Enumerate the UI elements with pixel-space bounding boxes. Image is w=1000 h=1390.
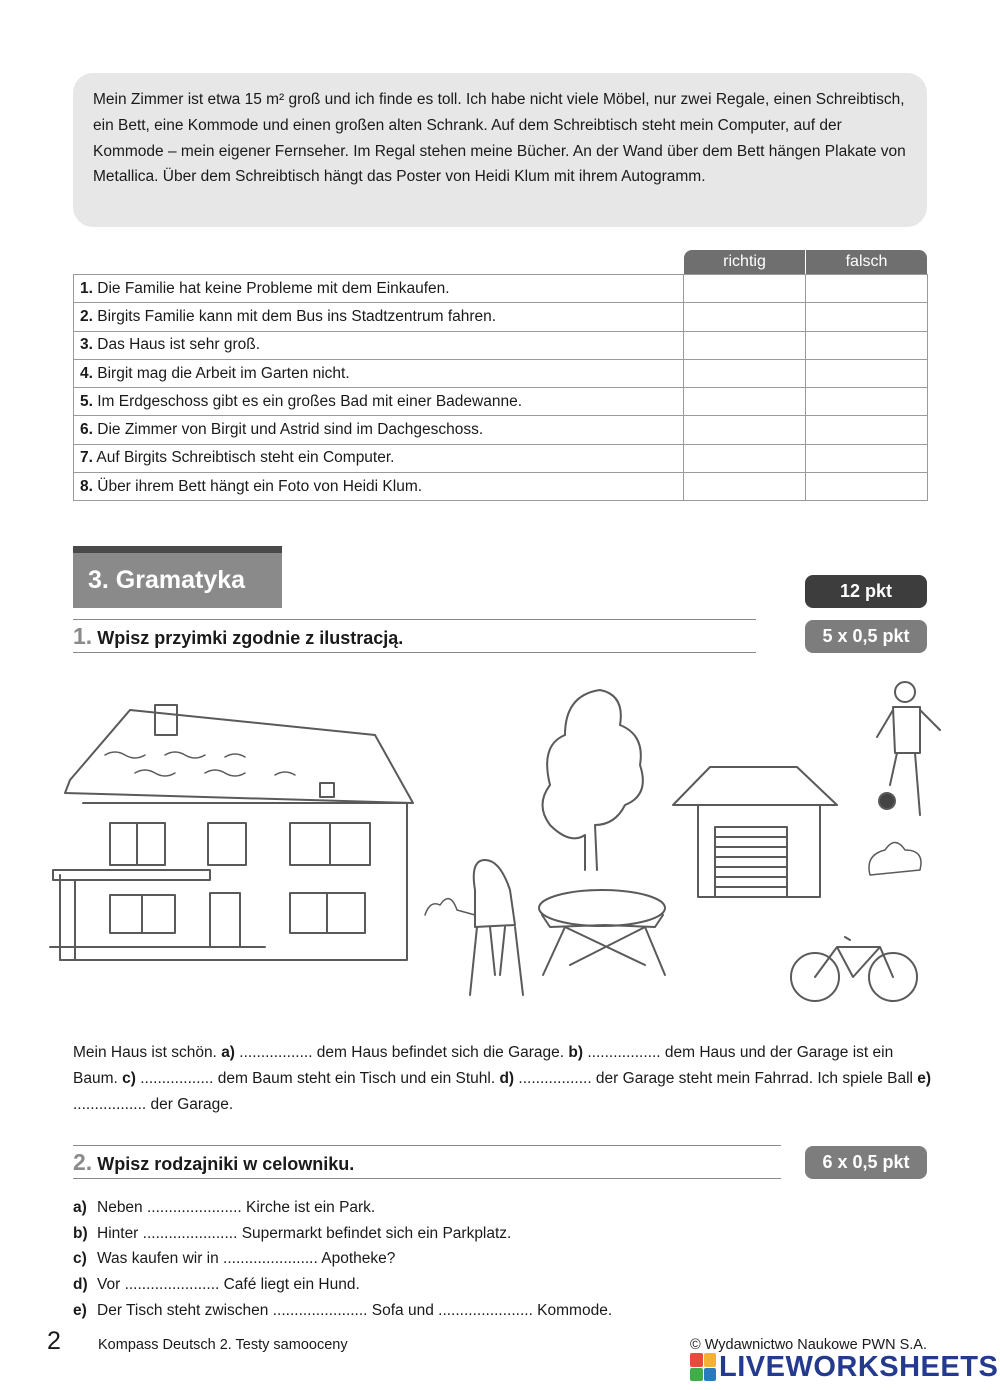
tf-richtig-box[interactable] [684, 359, 806, 387]
tf-richtig-box[interactable] [684, 473, 806, 501]
gap-text-segment: ................. der Garage. [73, 1096, 234, 1113]
tf-text: Birgit mag die Arbeit im Garten nicht. [97, 364, 350, 382]
book-title: Kompass Deutsch 2. Testy samooceny [98, 1337, 348, 1353]
tf-row [74, 444, 928, 472]
tf-richtig-box[interactable] [684, 303, 806, 331]
tf-number: 7. [80, 449, 93, 467]
task2-item [73, 1246, 612, 1272]
tf-falsch-box[interactable] [806, 444, 928, 472]
tf-falsch-box[interactable] [806, 473, 928, 501]
page-number: 2 [47, 1327, 61, 1355]
gap-text-segment: ................. dem Haus und der Garage ist ein Baum. [73, 1044, 894, 1087]
task2-number: 2. [73, 1149, 93, 1175]
task2-item-text: Der Tisch steht zwischen ...................... Sofa und ...................... Kommode. [97, 1301, 613, 1319]
tf-number: 5. [80, 392, 93, 410]
tf-falsch-box[interactable] [806, 388, 928, 416]
task2-list [73, 1195, 612, 1323]
task2-item [73, 1221, 612, 1247]
task1-gap-text [73, 1040, 933, 1118]
task2-item-label: e) [73, 1301, 87, 1319]
tf-falsch-box[interactable] [806, 303, 928, 331]
tf-text: Die Zimmer von Birgit und Astrid sind im Dachgeschoss. [97, 421, 484, 439]
task2-item-text: Neben ...................... Kirche ist ein Park. [97, 1199, 376, 1216]
table-drawing [539, 890, 665, 975]
task2-heading [73, 1145, 781, 1179]
header-richtig: richtig [684, 250, 805, 274]
logo-square [690, 1368, 703, 1382]
tf-text: Die Familie hat keine Probleme mit dem Einkaufen. [97, 279, 450, 297]
tf-statement [74, 331, 684, 359]
section-bar [73, 546, 282, 553]
gap-label: b) [568, 1044, 584, 1061]
scene-illustration [45, 675, 955, 1015]
copyright: © Wydawnictwo Naukowe PWN S.A. [690, 1337, 927, 1353]
tf-richtig-box[interactable] [684, 444, 806, 472]
tf-number: 3. [80, 336, 93, 354]
logo-square [690, 1353, 703, 1367]
section-points-badge: 12 pkt [805, 575, 927, 608]
task2-item-label: a) [73, 1199, 87, 1216]
tf-statement [74, 359, 684, 387]
task2-item-label: c) [73, 1250, 87, 1268]
tf-row [74, 416, 928, 444]
task2-item [73, 1195, 612, 1221]
gap-label: c) [122, 1070, 136, 1087]
tf-statement [74, 444, 684, 472]
tf-text: Birgits Familie kann mit dem Bus ins Stadtzentrum fahren. [97, 307, 497, 325]
tf-number: 6. [80, 421, 93, 439]
logo-square [704, 1353, 717, 1367]
tf-text: Das Haus ist sehr groß. [97, 336, 261, 354]
liveworksheets-logo [690, 1350, 998, 1384]
logo-square [704, 1368, 717, 1382]
garage-drawing [673, 767, 837, 897]
task2-points-badge: 6 x 0,5 pkt [805, 1146, 927, 1179]
gap-text-segment: ................. dem Haus befindet sich die Garage. [234, 1044, 569, 1061]
tf-statement [74, 473, 684, 501]
tf-richtig-box[interactable] [684, 388, 806, 416]
tf-statement [74, 388, 684, 416]
house-drawing [50, 705, 413, 960]
task1-number: 1. [73, 623, 93, 649]
task2-item-label: b) [73, 1224, 88, 1242]
tf-statement [74, 303, 684, 331]
tf-row [74, 331, 928, 359]
tf-falsch-box[interactable] [806, 275, 928, 303]
tf-text: Über ihrem Bett hängt ein Foto von Heidi Klum. [97, 477, 423, 495]
tf-falsch-box[interactable] [806, 416, 928, 444]
tf-row [74, 473, 928, 501]
liveworksheets-icon [690, 1353, 716, 1381]
task2-item-label: d) [73, 1276, 88, 1294]
tf-row [74, 303, 928, 331]
tf-richtig-box[interactable] [684, 331, 806, 359]
chair-drawing [470, 860, 523, 995]
tf-statement [74, 416, 684, 444]
task2-item-text: Vor ...................... Café liegt ein Hund. [97, 1276, 360, 1294]
tf-text: Im Erdgeschoss gibt es ein großes Bad mit einer Badewanne. [97, 392, 523, 410]
tf-row [74, 388, 928, 416]
section-title: 3. Gramatyka [73, 553, 282, 608]
tf-text: Auf Birgits Schreibtisch steht ein Computer. [96, 449, 395, 467]
header-falsch: falsch [806, 250, 927, 274]
gap-label: e) [917, 1070, 932, 1087]
reading-text-box: Mein Zimmer ist etwa 15 m² groß und ich finde es toll. Ich habe nicht viele Möbel, nur zwei Regale, einen Schreibtisch, ein Bett, eine Kommode und einen großen alten Schrank. Auf dem Schreibtisch steht mein Computer, auf der Kommode – mein eigener Fernseher. Im Regal stehen meine Bücher. An der Wand über dem Bett hängen Plakate von Metallica. Über dem Schreibtisch hängt das Poster von Heidi Klum mit ihrem Autogramm. [73, 73, 927, 227]
task1-heading [73, 619, 756, 653]
gap-text-segment: ................. der Garage steht mein Fahrrad. Ich spiele Ball [514, 1070, 918, 1087]
tf-number: 1. [80, 279, 93, 297]
tree-drawing [543, 690, 643, 870]
bicycle-drawing [791, 937, 917, 1001]
tf-number: 2. [80, 307, 93, 325]
gap-label: a) [221, 1044, 235, 1061]
task2-title: Wpisz rodzajniki w celowniku. [97, 1154, 355, 1174]
tf-falsch-box[interactable] [806, 331, 928, 359]
task2-item-text: Was kaufen wir in ...................... Apotheke? [97, 1250, 396, 1268]
gap-label: d) [499, 1070, 515, 1087]
tf-richtig-box[interactable] [684, 416, 806, 444]
tf-number: 4. [80, 364, 93, 382]
tf-number: 8. [80, 477, 93, 495]
tf-richtig-box[interactable] [684, 275, 806, 303]
task1-points-badge: 5 x 0,5 pkt [805, 620, 927, 653]
task2-item [73, 1272, 612, 1298]
task2-item [73, 1298, 612, 1324]
tf-falsch-box[interactable] [806, 359, 928, 387]
task1-title: Wpisz przyimki zgodnie z ilustracją. [97, 628, 404, 648]
tf-row [74, 359, 928, 387]
tf-row [74, 275, 928, 303]
true-false-table [73, 274, 928, 501]
tf-statement [74, 275, 684, 303]
gap-text-segment: ................. dem Baum steht ein Tisch und ein Stuhl. [135, 1070, 500, 1087]
task2-item-text: Hinter ...................... Supermarkt befindet sich ein Parkplatz. [97, 1224, 512, 1242]
boy-drawing [877, 682, 940, 815]
liveworksheets-brand: LIVEWORKSHEETS [719, 1350, 999, 1383]
gap-text-segment: Mein Haus ist schön. [73, 1044, 222, 1061]
